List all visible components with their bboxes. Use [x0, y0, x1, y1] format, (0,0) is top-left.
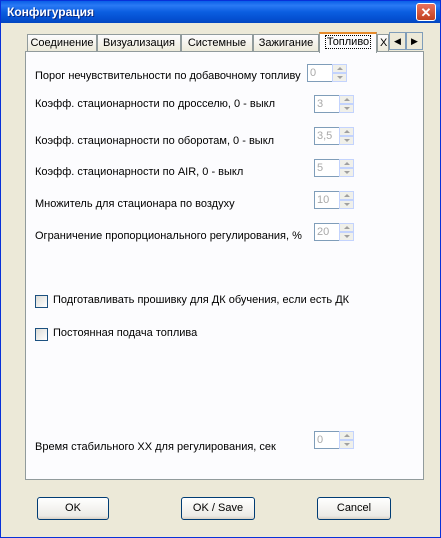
idle-time-label: Время стабильного ХХ для регулирования, сек — [35, 441, 276, 453]
spin-up-button[interactable] — [339, 431, 354, 440]
param-label: Порог нечувствительности по добавочному топливу — [35, 70, 301, 82]
tab-scroll-arrows — [389, 32, 423, 50]
arrow-up-icon — [344, 98, 350, 101]
ok-save-button[interactable]: OK / Save — [181, 497, 255, 520]
spin-up-button[interactable] — [339, 95, 354, 104]
spin-down-button[interactable] — [332, 73, 347, 82]
param-label: Коэфф. стационарности по оборотам, 0 - выкл — [35, 135, 275, 147]
param-spinner[interactable] — [314, 127, 354, 145]
tab-fuel[interactable] — [319, 32, 377, 53]
tab-label: Зажигание — [258, 37, 314, 49]
tab-system[interactable] — [181, 34, 253, 52]
tab-label: Х — [380, 37, 388, 49]
arrow-down-icon — [337, 76, 343, 79]
tab-connection[interactable] — [27, 34, 97, 52]
arrow-up-icon — [337, 67, 343, 70]
tab-visualization[interactable] — [97, 34, 181, 52]
param-spinner[interactable] — [314, 95, 354, 113]
spin-down-button[interactable] — [339, 440, 354, 449]
param-label: Ограничение пропорционального регулирования, % — [35, 230, 302, 242]
param-value-field[interactable]: 10 — [314, 191, 339, 209]
arrow-down-icon — [344, 171, 350, 174]
ok-button[interactable]: OK — [37, 497, 109, 520]
tab-scroll-left-button[interactable]: ◀ — [389, 32, 406, 50]
idle-time-spinner[interactable] — [314, 431, 354, 449]
close-button[interactable]: ✕ — [416, 3, 436, 21]
param-spinner[interactable] — [314, 223, 354, 241]
title-bar[interactable] — [1, 1, 440, 23]
param-spinner[interactable] — [314, 191, 354, 209]
prepare-firmware-label[interactable]: Подготавливать прошивку для ДК обучения, если есть ДК — [53, 294, 350, 306]
window-title: Конфигурация — [7, 5, 95, 19]
arrow-up-icon — [344, 130, 350, 133]
param-value-field[interactable]: 0 — [307, 64, 332, 82]
param-value-field[interactable]: 3 — [314, 95, 339, 113]
fuel-tab-panel — [25, 51, 424, 480]
arrow-down-icon — [344, 443, 350, 446]
arrow-up-icon — [344, 434, 350, 437]
tab-ignition[interactable] — [253, 34, 319, 52]
tab-label: Соединение — [30, 37, 94, 49]
cancel-button[interactable]: Cancel — [317, 497, 391, 520]
prepare-firmware-checkbox[interactable] — [35, 295, 48, 308]
arrow-up-icon — [344, 162, 350, 165]
arrow-down-icon — [344, 139, 350, 142]
idle-time-value-field[interactable]: 0 — [314, 431, 339, 449]
param-label: Множитель для стационара по воздуху — [35, 198, 235, 210]
spin-up-button[interactable] — [339, 223, 354, 232]
spin-up-button[interactable] — [332, 64, 347, 73]
spin-down-button[interactable] — [339, 136, 354, 145]
param-label: Коэфф. стационарности по AIR, 0 - выкл — [35, 166, 244, 178]
spin-down-button[interactable] — [339, 104, 354, 113]
tab-label: Топливо — [326, 36, 370, 48]
spin-down-button[interactable] — [339, 168, 354, 177]
arrow-down-icon — [344, 203, 350, 206]
constant-fuel-checkbox[interactable] — [35, 328, 48, 341]
arrow-up-icon — [344, 226, 350, 229]
spin-up-button[interactable] — [339, 159, 354, 168]
arrow-down-icon — [344, 107, 350, 110]
spin-down-button[interactable] — [339, 200, 354, 209]
arrow-down-icon — [344, 235, 350, 238]
param-label: Коэфф. стационарности по дросселю, 0 - выкл — [35, 98, 276, 110]
tab-scroll-right-button[interactable]: ▶ — [406, 32, 423, 50]
tab-label: Системные — [187, 37, 247, 49]
tab-next-clipped[interactable] — [377, 34, 389, 52]
param-spinner[interactable] — [307, 64, 347, 82]
spin-up-button[interactable] — [339, 191, 354, 200]
arrow-up-icon — [344, 194, 350, 197]
param-value-field[interactable]: 5 — [314, 159, 339, 177]
param-value-field[interactable]: 20 — [314, 223, 339, 241]
constant-fuel-label[interactable]: Постоянная подача топлива — [53, 327, 198, 339]
spin-down-button[interactable] — [339, 232, 354, 241]
tab-label: Визуализация — [102, 37, 176, 49]
param-value-field[interactable]: 3,5 — [314, 127, 339, 145]
param-spinner[interactable] — [314, 159, 354, 177]
spin-up-button[interactable] — [339, 127, 354, 136]
